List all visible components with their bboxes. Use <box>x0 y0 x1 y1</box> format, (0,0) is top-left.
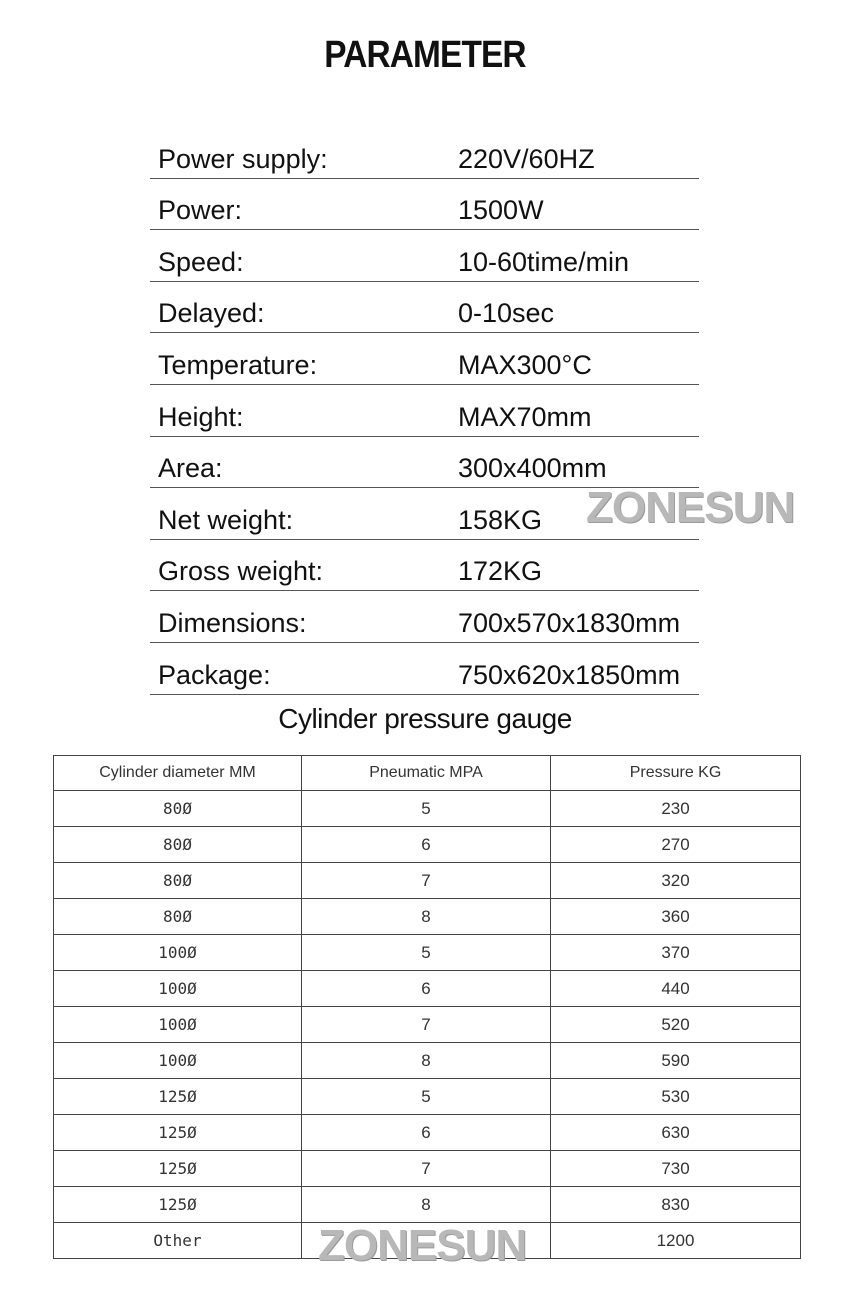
cell-pressure: 1200 <box>551 1223 801 1259</box>
cell-pressure: 730 <box>551 1151 801 1187</box>
parameter-row <box>150 179 699 231</box>
cell-pneumatic: 5 <box>302 791 551 827</box>
cell-pressure: 630 <box>551 1115 801 1151</box>
parameter-value: 1500W <box>458 195 544 226</box>
cell-pneumatic: 8 <box>302 1187 551 1223</box>
parameter-label: Power supply: <box>158 143 328 174</box>
parameter-label: Speed: <box>158 246 244 277</box>
cell-pressure: 270 <box>551 827 801 863</box>
parameter-label: Package: <box>158 659 271 690</box>
table-row <box>54 1187 801 1223</box>
cell-pressure: 830 <box>551 1187 801 1223</box>
parameter-value: 172KG <box>458 556 543 587</box>
cell-cylinder-diameter: 125Ø <box>54 1115 302 1151</box>
cell-pneumatic: 6 <box>302 971 551 1007</box>
cell-cylinder-diameter: 80Ø <box>54 863 302 899</box>
cell-cylinder-diameter: 125Ø <box>54 1187 302 1223</box>
cell-pressure: 590 <box>551 1043 801 1079</box>
cell-cylinder-diameter: 125Ø <box>54 1079 302 1115</box>
cell-cylinder-diameter: 80Ø <box>54 791 302 827</box>
parameter-list <box>150 127 699 695</box>
cell-pressure: 370 <box>551 935 801 971</box>
parameter-label: Temperature: <box>158 349 318 380</box>
header-pneumatic: Pneumatic MPA <box>302 756 551 791</box>
cell-cylinder-diameter: 100Ø <box>54 935 302 971</box>
parameter-value: 700x570x1830mm <box>458 607 681 638</box>
cell-cylinder-diameter: 100Ø <box>54 971 302 1007</box>
parameter-value: MAX70mm <box>458 401 592 432</box>
cell-pneumatic: 7 <box>302 1151 551 1187</box>
table-row <box>54 863 801 899</box>
cell-pressure: 230 <box>551 791 801 827</box>
cell-pneumatic: 6 <box>302 827 551 863</box>
parameter-row <box>150 127 699 179</box>
cell-pressure: 360 <box>551 899 801 935</box>
parameter-row <box>150 385 699 437</box>
parameter-label: Gross weight: <box>158 556 324 587</box>
parameter-label: Delayed: <box>158 298 265 329</box>
parameter-row <box>150 591 699 643</box>
cell-cylinder-diameter: 100Ø <box>54 1043 302 1079</box>
parameter-value: 300x400mm <box>458 453 607 484</box>
cell-pneumatic: 5 <box>302 1079 551 1115</box>
parameter-value: 750x620x1850mm <box>458 659 681 690</box>
gauge-title: Cylinder pressure gauge <box>278 703 572 734</box>
parameter-value: 158KG <box>458 504 543 535</box>
table-row <box>54 1079 801 1115</box>
cell-pressure: 320 <box>551 863 801 899</box>
parameter-label: Power: <box>158 195 243 226</box>
cell-pneumatic: 8 <box>302 899 551 935</box>
parameter-row <box>150 282 699 334</box>
header-cylinder-diameter: Cylinder diameter MM <box>54 756 302 791</box>
watermark-logo: ZONESUN <box>318 1221 527 1270</box>
parameter-label: Height: <box>158 401 244 432</box>
table-row <box>54 1151 801 1187</box>
cell-cylinder-diameter: 80Ø <box>54 827 302 863</box>
cell-pressure: 440 <box>551 971 801 1007</box>
table-row <box>54 827 801 863</box>
parameter-row <box>150 230 699 282</box>
parameter-row <box>150 540 699 592</box>
cell-cylinder-diameter: Other <box>54 1223 302 1259</box>
cell-pneumatic: 8 <box>302 1043 551 1079</box>
parameter-label: Net weight: <box>158 504 294 535</box>
table-row <box>54 899 801 935</box>
watermark-logo: ZONESUN <box>586 483 795 532</box>
parameter-label: Area: <box>158 453 223 484</box>
parameter-value: 10-60time/min <box>458 246 630 277</box>
cylinder-pressure-table <box>53 755 801 1259</box>
header-pressure: Pressure KG <box>551 756 801 791</box>
table-row <box>54 791 801 827</box>
cell-cylinder-diameter: 80Ø <box>54 899 302 935</box>
cell-cylinder-diameter: 125Ø <box>54 1151 302 1187</box>
table-row <box>54 971 801 1007</box>
table-row <box>54 1007 801 1043</box>
parameter-value: 220V/60HZ <box>458 143 595 174</box>
cell-cylinder-diameter: 100Ø <box>54 1007 302 1043</box>
parameter-label: Dimensions: <box>158 607 307 638</box>
parameter-row <box>150 333 699 385</box>
cell-pressure: 530 <box>551 1079 801 1115</box>
cell-pressure: 520 <box>551 1007 801 1043</box>
table-row <box>54 1043 801 1079</box>
table-row <box>54 935 801 971</box>
parameter-row <box>150 437 699 489</box>
cell-pneumatic: 5 <box>302 935 551 971</box>
cell-pneumatic: 7 <box>302 863 551 899</box>
page-title: PARAMETER <box>324 34 526 76</box>
cell-pneumatic: 6 <box>302 1115 551 1151</box>
cell-pneumatic: 7 <box>302 1007 551 1043</box>
table-row <box>54 1115 801 1151</box>
table-header-row <box>54 756 801 791</box>
parameter-row <box>150 643 699 695</box>
parameter-value: MAX300°C <box>458 349 592 380</box>
parameter-value: 0-10sec <box>458 298 555 329</box>
